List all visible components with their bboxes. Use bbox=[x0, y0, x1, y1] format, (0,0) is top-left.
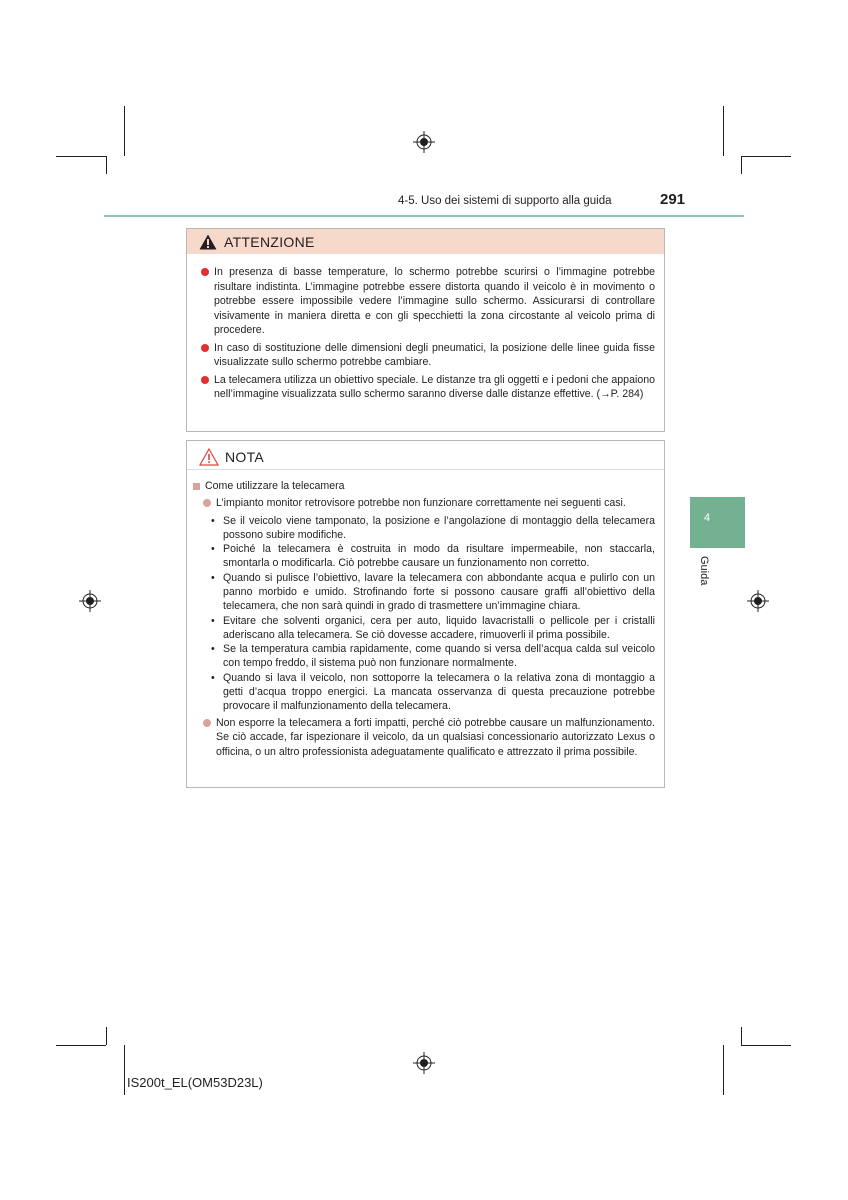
page-number: 291 bbox=[660, 191, 686, 208]
note-bullet-list bbox=[193, 514, 655, 714]
note-body bbox=[187, 470, 664, 759]
note-bullet bbox=[211, 671, 655, 714]
note-bullet-text: Se la temperatura cambia rapidamente, come quando si versa dell’acqua calda sul veicolo con tempo freddo, il sistema può non funzionare normalmente. bbox=[223, 643, 655, 670]
warning-item-text: In caso di sostituzione delle dimensioni degli pneumatici, la posizione delle linee guida fisse visualizzate sullo schermo potrebbe cambiare. bbox=[214, 341, 655, 368]
warning-header bbox=[187, 229, 664, 254]
bullet-mark: • bbox=[211, 571, 215, 584]
note-item-text: Non esporre la telecamera a forti impatti, perché ciò potrebbe causare un malfunzionamento. Se ciò accade, far ispezionare il veicolo, da un qualsiasi concessionario autorizzato Lexus o officina, o un altro professionista adeguatamente qualificato e attrezzato il prima possibile. bbox=[216, 716, 655, 758]
note-bullet bbox=[211, 514, 655, 543]
bullet-dot-icon bbox=[201, 268, 209, 276]
warning-item bbox=[201, 373, 655, 402]
crop-mark bbox=[723, 106, 724, 156]
registration-target-icon bbox=[413, 131, 435, 153]
chapter-number: 4 bbox=[704, 512, 711, 524]
crop-mark bbox=[124, 106, 125, 156]
warning-body bbox=[187, 254, 664, 402]
caution-triangle-icon bbox=[199, 448, 219, 466]
warning-box bbox=[186, 228, 665, 432]
crop-mark bbox=[56, 156, 106, 157]
note-bullet bbox=[211, 614, 655, 643]
note-bullet bbox=[211, 571, 655, 614]
warning-item-text: In presenza di basse temperature, lo schermo potrebbe scurirsi o l’immagine potrebbe risultare indistinta. L’immagine potrebbe essere distorta quando il veicolo è in movimento o potrebbe essere impossibile vedere l’immagine sullo schermo. Assicurarsi di controllare visivamente in maniera diretta e con gli specchietti la zona circostante al veicolo prima di procedere. bbox=[214, 266, 655, 336]
note-bullet-text: Evitare che solventi organici, cera per auto, liquido lavacristalli o pellicole per i cristalli aderiscano alla telecamera. Se ciò dovesse accadere, rimuoverli il prima possibile. bbox=[223, 614, 655, 641]
note-item-text: L’impianto monitor retrovisore potrebbe non funzionare correttamente nei seguenti casi. bbox=[216, 497, 626, 509]
note-bullet bbox=[211, 542, 655, 571]
crop-mark bbox=[741, 1027, 742, 1045]
registration-target-icon bbox=[79, 590, 101, 612]
chapter-label: Guida bbox=[698, 556, 710, 586]
square-bullet-icon bbox=[193, 483, 200, 490]
crop-mark bbox=[106, 1027, 107, 1045]
note-bullet-text: Quando si pulisce l’obiettivo, lavare la telecamera con abbondante acqua e pulirlo con un panno morbido e umido. Strofinando forte si possono causare graffi all’obiettivo della telecamera, che non sarà quindi in grado di trasmettere un’immagine chiara. bbox=[223, 571, 655, 613]
bullet-mark: • bbox=[211, 514, 215, 527]
note-subheading bbox=[193, 480, 655, 492]
warning-title: ATTENZIONE bbox=[224, 233, 315, 250]
bullet-mark: • bbox=[211, 671, 215, 684]
note-title: NOTA bbox=[225, 448, 265, 465]
crop-mark bbox=[124, 1045, 125, 1095]
warning-item bbox=[201, 265, 655, 338]
crop-mark bbox=[741, 156, 742, 174]
note-bullet-text: Se il veicolo viene tamponato, la posizione e l’angolazione di montaggio della telecamera possono subire modifiche. bbox=[223, 514, 655, 541]
note-box bbox=[186, 440, 665, 788]
bullet-mark: • bbox=[211, 543, 215, 556]
crop-mark bbox=[106, 156, 107, 174]
header-divider bbox=[104, 215, 744, 217]
note-subheading-text: Come utilizzare la telecamera bbox=[205, 480, 345, 492]
registration-target-icon bbox=[747, 590, 769, 612]
bullet-dot-icon bbox=[203, 499, 211, 507]
note-bullet-text: Quando si lava il veicolo, non sottoporre la telecamera o la relativa zona di montaggio a getti d’acqua troppo energici. La mancata osservanza di questa precauzione potrebbe provocare il malfunzionamento della telecamera. bbox=[223, 671, 655, 713]
bullet-dot-icon bbox=[203, 719, 211, 727]
crop-mark bbox=[56, 1045, 106, 1046]
note-bullet bbox=[211, 642, 655, 671]
note-header bbox=[187, 441, 664, 470]
crop-mark bbox=[741, 1045, 791, 1046]
crop-mark bbox=[723, 1045, 724, 1095]
warning-item-text: La telecamera utilizza un obiettivo speciale. Le distanze tra gli oggetti e i pedoni che appaiono nell’immagine visualizzata sullo schermo saranno diverse dalle distanze effettive. (→P. 284) bbox=[214, 373, 655, 400]
bullet-mark: • bbox=[211, 643, 215, 656]
registration-target-icon bbox=[413, 1052, 435, 1074]
warning-item bbox=[201, 341, 655, 370]
note-bullet-text: Poiché la telecamera è costruita in modo da risultare impermeabile, non staccarla, smontarla o modificarla. Ciò potrebbe causare un funzionamento non corretto. bbox=[223, 543, 655, 570]
warning-triangle-icon bbox=[199, 234, 217, 250]
section-title: 4-5. Uso dei sistemi di supporto alla guida bbox=[398, 195, 612, 207]
bullet-dot-icon bbox=[201, 376, 209, 384]
note-item bbox=[193, 716, 655, 760]
bullet-dot-icon bbox=[201, 344, 209, 352]
bullet-mark: • bbox=[211, 614, 215, 627]
document-code: IS200t_EL(OM53D23L) bbox=[127, 1075, 263, 1090]
chapter-tab bbox=[690, 497, 745, 548]
crop-mark bbox=[741, 156, 791, 157]
note-item bbox=[193, 496, 655, 511]
